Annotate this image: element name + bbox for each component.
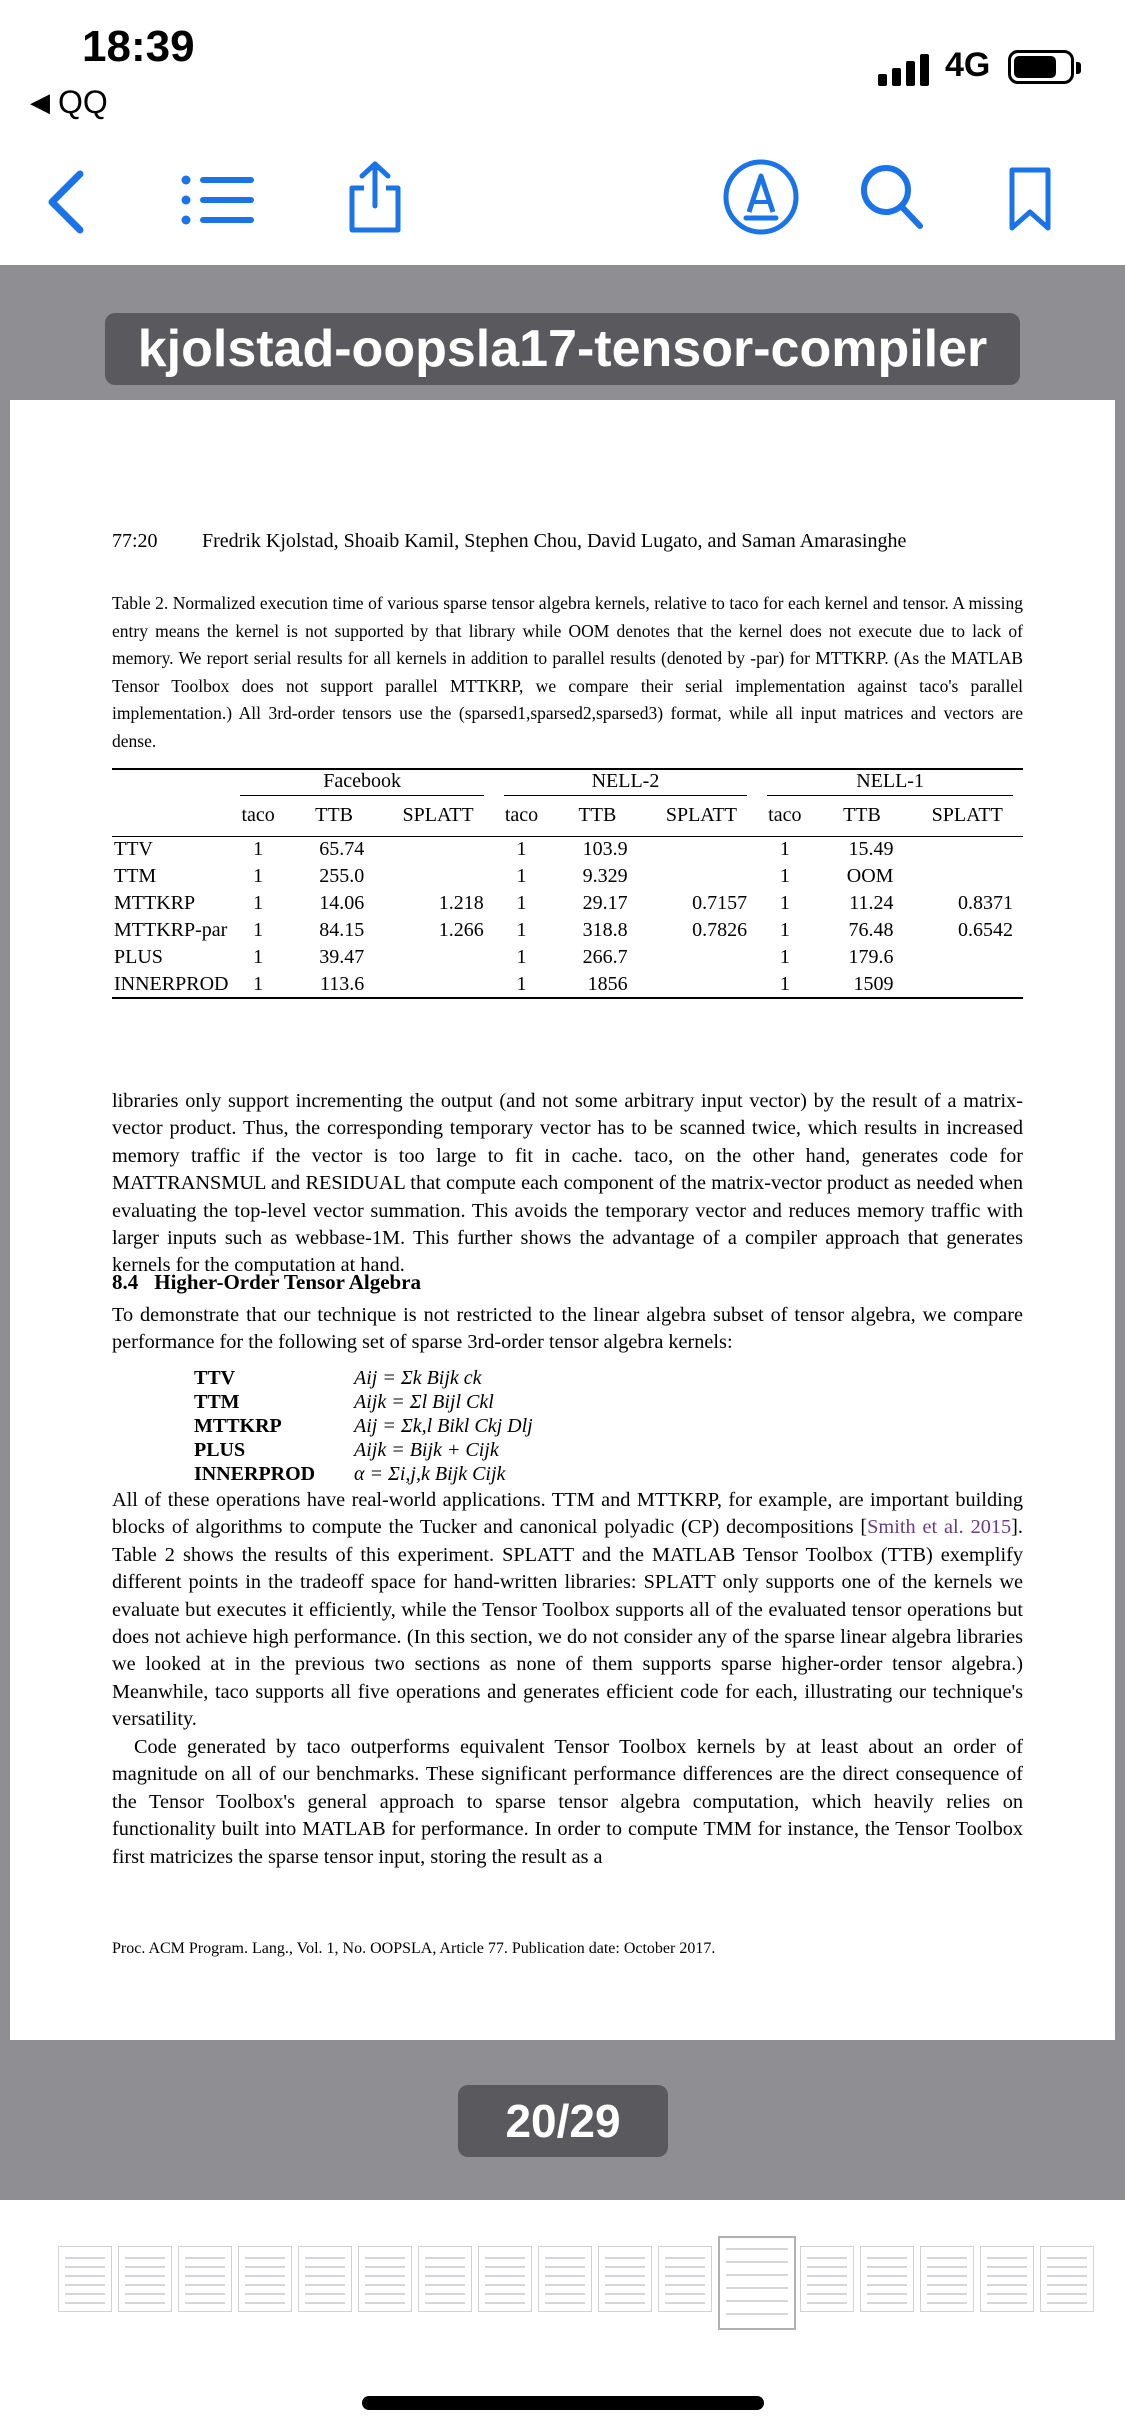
value-cell: 1 [516, 946, 527, 968]
value-cell: 1 [253, 919, 264, 941]
running-header [112, 530, 1023, 553]
value-cell: 11.24 [849, 892, 894, 914]
kernel-formula: Aij = Σk Bijk ck [354, 1366, 482, 1389]
back-app-label: QQ [58, 84, 108, 120]
document-title: kjolstad-oopsla17-tensor-compiler [105, 313, 1020, 385]
value-cell: 1 [253, 946, 264, 968]
kernel-formula: Aijk = Σl Bijl Ckl [354, 1390, 494, 1413]
value-cell: 76.48 [848, 919, 894, 941]
section-number: 8.4 [112, 1270, 139, 1294]
column-header: taco [494, 796, 549, 836]
paragraph: Code generated by taco outperforms equivalent Tensor Toolbox kernels by at least about an order of magnitude on all of our benchmarks. These significant performance differences are the direct consequence of the Tensor Toolbox's general approach to sparse tensor algebra computation, which heavily relies on functionality built into MATLAB for performance. In order to compute TMM for instance, the Tensor Toolbox first matricizes the sparse tensor input, storing the result as a [112, 1736, 1023, 1868]
list-icon[interactable] [180, 172, 256, 228]
status-bar [0, 0, 1125, 130]
document-viewer[interactable] [0, 265, 1125, 2200]
table-row [112, 944, 1023, 971]
page-thumbnail[interactable] [118, 2246, 172, 2312]
kernel-cell: TTM [114, 865, 157, 887]
signal-icon [878, 50, 929, 86]
value-cell: 1 [779, 892, 790, 914]
page-thumbnail[interactable] [58, 2246, 112, 2312]
kernel-formula: Aij = Σk,l Bikl Ckj Dlj [354, 1414, 533, 1437]
value-cell [646, 944, 758, 971]
table-row [112, 863, 1023, 890]
back-triangle-icon: ◀ [30, 87, 50, 117]
value-cell [646, 971, 758, 998]
value-cell: 0.7826 [692, 919, 748, 941]
kernel-item [194, 1366, 533, 1390]
group-header: NELL-2 [494, 769, 757, 796]
toolbar [0, 130, 1125, 265]
value-cell [382, 971, 494, 998]
value-cell [382, 836, 494, 863]
value-cell [911, 971, 1023, 998]
back-chevron-icon[interactable] [44, 170, 88, 234]
value-cell: 14.06 [319, 892, 365, 914]
page-thumbnail[interactable] [598, 2246, 652, 2312]
value-cell: 255.0 [319, 865, 365, 887]
page-thumbnail[interactable] [478, 2246, 532, 2312]
value-cell: 1 [516, 892, 527, 914]
section-heading [112, 1270, 421, 1295]
page-number: 77:20 [112, 530, 158, 552]
column-header: taco [230, 796, 285, 836]
kernel-item [194, 1438, 533, 1462]
column-header: TTB [813, 796, 912, 836]
value-cell: 1 [779, 865, 790, 887]
kernel-name: MTTKRP [194, 1414, 282, 1437]
paragraph: libraries only support incrementing the output (and not some arbitrary input vector) by the result of a matrix-vector product. Thus, the corresponding temporary vector has to be scanned twice, which results in increased memory traffic if the vector is too large to fit in cache. taco, on the other hand, generates code for MATTRANSMUL and RESIDUAL that compute each component of the matrix-vector product as needed when evaluating the top-level vector summation. This avoids the temporary vector and reduces memory traffic with larger inputs such as webbase-1M. This further shows the advantage of a compiler approach that generates kernels for the computation at hand. [112, 1090, 1023, 1277]
page-thumbnail[interactable] [980, 2246, 1034, 2312]
citation-link[interactable]: Smith et al. 2015 [867, 1516, 1012, 1539]
page-footer: Proc. ACM Program. Lang., Vol. 1, No. OOPSLA, Article 77. Publication date: October 2017. [112, 1940, 716, 1957]
kernel-cell: INNERPROD [114, 972, 229, 995]
page-thumbnail[interactable] [418, 2246, 472, 2312]
table-row [112, 971, 1023, 998]
home-indicator[interactable] [362, 2396, 764, 2410]
back-to-app[interactable] [30, 84, 108, 121]
value-cell: 1 [253, 892, 264, 914]
value-cell: 1 [516, 865, 527, 887]
thumbnail-strip[interactable] [0, 2200, 1125, 2400]
value-cell: 318.8 [582, 919, 628, 941]
value-cell: 1.218 [438, 892, 484, 914]
column-header: TTB [549, 796, 645, 836]
value-cell: 103.9 [582, 838, 628, 861]
value-cell: 65.74 [319, 838, 365, 861]
page-thumbnail[interactable] [718, 2236, 796, 2330]
value-cell: 9.329 [582, 865, 628, 887]
column-header: TTB [286, 796, 382, 836]
value-cell: 1 [253, 972, 264, 995]
table-row [112, 890, 1023, 917]
value-cell: 0.7157 [692, 892, 748, 914]
table-row [112, 917, 1023, 944]
page-thumbnail[interactable] [238, 2246, 292, 2312]
value-cell: 1 [779, 838, 790, 861]
kernel-cell: TTV [114, 838, 153, 861]
value-cell: 1856 [587, 972, 628, 995]
subheader-row [112, 796, 1023, 836]
page-indicator: 20/29 [458, 2085, 668, 2157]
value-cell: 29.17 [582, 892, 628, 914]
paragraph: All of these operations have real-world applications. TTM and MTTKRP, for example, are important building blocks of algorithms to compute the Tucker and canonical polyadic (CP) decompositions [Smith et al. 2015]. Table 2 shows the results of this experiment. SPLATT and the MATLAB Tensor Toolbox (TTB) exemplify different points in the tradeoff space for hand-written libraries: SPLATT only supports one of the kernels we evaluate but executes it efficiently, while the Tensor Toolbox supports all of the evaluated tensor operations but does not achieve high performance. (In this section, we do not consider any of the sparse linear algebra libraries we looked at in the previous two sections as none of them supports sparse higher-order tensor algebra.) Meanwhile, taco supports all five operations and generates efficient code for each, illustrating our technique's versatility. [112, 1489, 1023, 1731]
group-header: Facebook [230, 769, 493, 796]
page-thumbnail[interactable] [298, 2246, 352, 2312]
kernel-name: TTV [194, 1366, 236, 1389]
column-header: taco [757, 796, 812, 836]
network-type: 4G [945, 46, 991, 84]
value-cell [911, 836, 1023, 863]
status-time: 18:39 [82, 22, 195, 71]
column-header: SPLATT [646, 796, 758, 836]
page-thumbnail[interactable] [920, 2246, 974, 2312]
column-header: SPLATT [382, 796, 494, 836]
page-thumbnail[interactable] [800, 2246, 854, 2312]
kernel-formula: Aijk = Bijk + Cijk [354, 1438, 499, 1461]
value-cell [646, 863, 758, 890]
table-row [112, 836, 1023, 863]
value-cell: 266.7 [582, 946, 628, 968]
value-cell: 84.15 [319, 919, 365, 941]
value-cell: 15.49 [848, 838, 894, 861]
value-cell [911, 863, 1023, 890]
value-cell: 1 [253, 865, 264, 887]
column-header: SPLATT [911, 796, 1023, 836]
value-cell: 179.6 [848, 946, 894, 968]
kernel-name: TTM [194, 1390, 240, 1413]
value-cell: 113.6 [320, 972, 365, 995]
page-thumbnail[interactable] [178, 2246, 232, 2312]
kernel-cell: MTTKRP [114, 892, 196, 914]
value-cell: 1 [516, 838, 527, 861]
value-cell: 1509 [853, 972, 894, 995]
value-cell: 1 [516, 919, 527, 941]
page-thumbnail[interactable] [358, 2246, 412, 2312]
author-list: Fredrik Kjolstad, Shoaib Kamil, Stephen Chou, David Lugato, and Saman Amarasinghe [202, 530, 907, 552]
page-thumbnail[interactable] [658, 2246, 712, 2312]
value-cell: 0.8371 [958, 892, 1013, 914]
markup-icon[interactable] [722, 158, 800, 236]
table-caption: Table 2. Normalized execution time of various sparse tensor algebra kernels, relative to taco for each kernel and tensor. A missing entry means the kernel is not supported by that library while OOM denotes that the kernel does not execute due to lack of memory. We report serial results for all kernels in addition to parallel results (denoted by -par) for MTTKRP. (As the MATLAB Tensor Toolbox does not support parallel MTTKRP, we compare their serial implementation against taco's parallel implementation.) All 3rd-order tensors use the (sparsed1,sparsed2,sparsed3) format, while all input matrices and vectors are dense. [112, 593, 1023, 751]
kernel-list [194, 1366, 533, 1486]
group-header: NELL-1 [757, 769, 1023, 796]
value-cell: OOM [846, 865, 894, 887]
page-thumbnail[interactable] [1040, 2246, 1094, 2312]
kernel-name: INNERPROD [194, 1462, 316, 1485]
page-thumbnail[interactable] [860, 2246, 914, 2312]
bookmark-icon[interactable] [1006, 166, 1054, 232]
page-thumbnail[interactable] [538, 2246, 592, 2312]
kernel-item [194, 1390, 533, 1414]
value-cell [382, 944, 494, 971]
kernel-formula: α = Σi,j,k Bijk Cijk [354, 1462, 506, 1485]
results-table [112, 768, 1023, 999]
value-cell: 1 [516, 972, 527, 995]
kernel-name: PLUS [194, 1438, 246, 1461]
value-cell: 1 [253, 838, 264, 861]
section-title: Higher-Order Tensor Algebra [154, 1270, 422, 1294]
kernel-cell: MTTKRP-par [114, 919, 228, 941]
value-cell: 1 [779, 919, 790, 941]
paragraph: To demonstrate that our technique is not restricted to the linear algebra subset of tensor algebra, we compare performance for the following set of sparse 3rd-order tensor algebra kernels: [112, 1304, 1023, 1354]
share-icon[interactable] [346, 160, 404, 234]
kernel-item [194, 1414, 533, 1438]
value-cell: 1 [779, 972, 790, 995]
pdf-page[interactable] [10, 400, 1115, 2040]
kernel-item [194, 1462, 533, 1486]
value-cell [382, 863, 494, 890]
search-icon[interactable] [858, 162, 926, 232]
value-cell [646, 836, 758, 863]
kernel-cell: PLUS [114, 946, 163, 968]
value-cell: 39.47 [319, 946, 365, 968]
battery-icon [1008, 50, 1074, 84]
value-cell [911, 944, 1023, 971]
value-cell: 1.266 [438, 919, 484, 941]
value-cell: 0.6542 [958, 919, 1013, 941]
value-cell: 1 [779, 946, 790, 968]
